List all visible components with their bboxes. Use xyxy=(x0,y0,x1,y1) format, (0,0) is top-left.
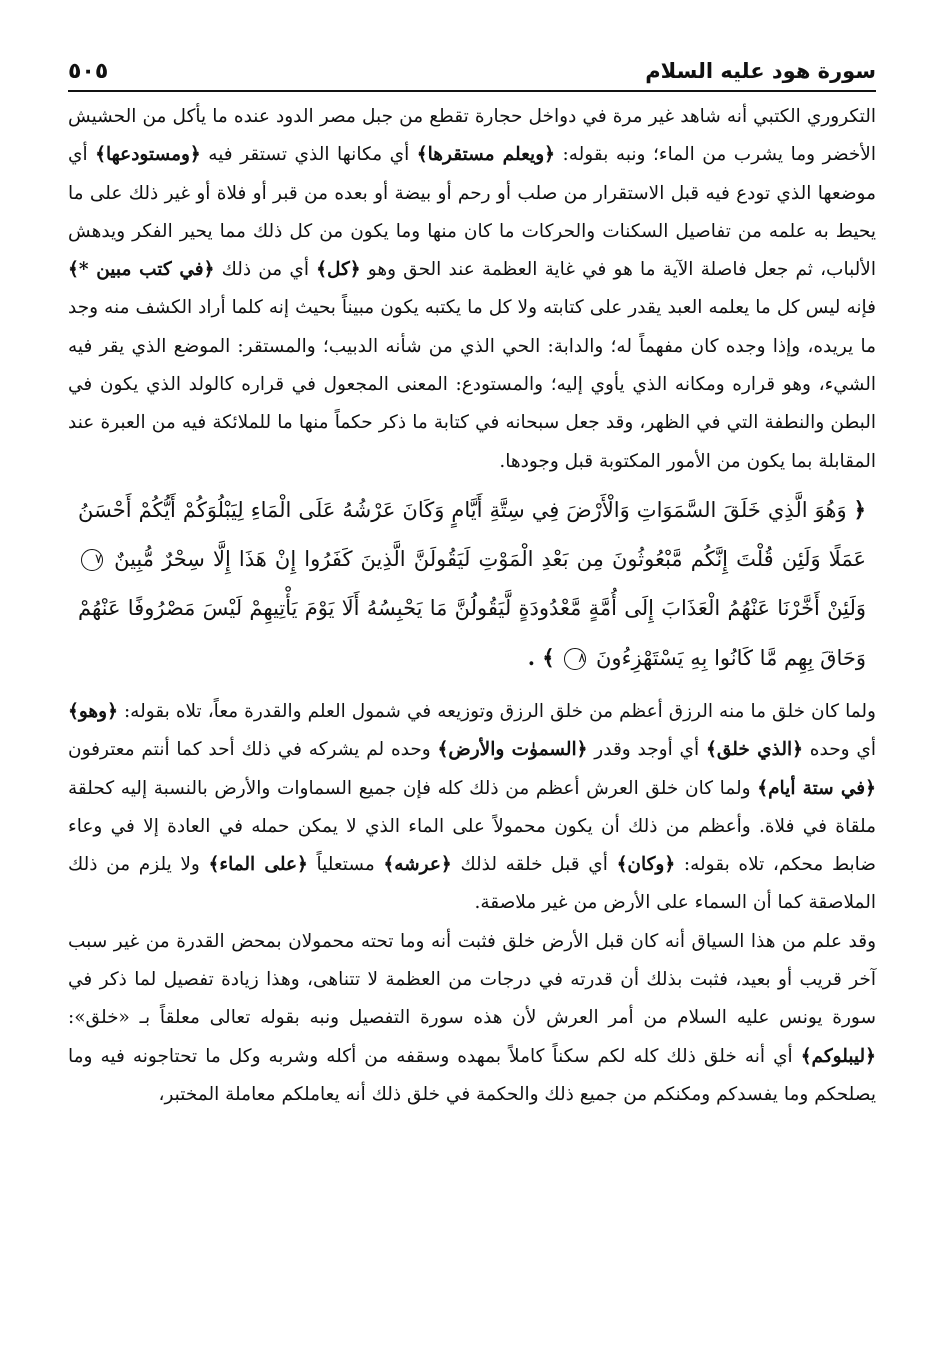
verse-text: وَلَئِنْ أَخَّرْنَا عَنْهُمُ الْعَذَابَ إِلَى أُمَّةٍ مَّعْدُودَةٍ لَّيَقُولُنَّ مَا يَحْبِسُهُ أَلَا يَوْمَ يَأْتِيهِمْ لَيْسَ مَصْرُوفًا عَنْهُمْ وَحَاقَ بِهِم مَّا كَانُوا بِهِ يَسْتَهْزِءُونَ xyxy=(78,595,866,670)
paragraph-1 xyxy=(68,98,876,481)
text-run: أي موضعها الذي تودع فيه قبل الاستقرار من صلب أو رحم أو بيضة أو بعده من قبر أو فلاة أو غير ذلك على ما يحيط به علمه من تفاصيل السكنات والحركات ما كان منها وما يكون من كل ذلك مما يحير الفكر ويدهش الألباب، ثم جعل فاصلة الآية ما هو في غاية العظمة عند الحق وهو xyxy=(68,144,876,281)
verse-number-marker: ٨ xyxy=(564,648,586,670)
quote-run: ﴿في ستة أيام﴾ xyxy=(757,777,876,799)
text-run: ولما كان خلق العرش أعظم من ذلك كله فإن جميع السماوات والأرض بالنسبة إليه كحلقة ملقاة في فلاة. وأعظم من ذلك أن يكون محمولاً على الماء الذي لا يمكن حمله في العادة إلا في وعاء ضابط محكم، تلاه بقوله: xyxy=(68,777,877,876)
text-run: أي مكانها الذي تستقر فيه xyxy=(200,144,417,166)
paragraph-2 xyxy=(68,693,876,923)
quote-run: ﴿عرشه﴾ xyxy=(383,854,452,876)
text-run: أي من ذلك xyxy=(214,259,317,281)
text-run: فإنه ليس كل ما يعلمه العبد يقدر على كتابته ولا كل ما يكتبه يكون مبيناً بحيث إنه كلما أراد الكشف منه وجد ما يريده، وإذا وجده كان مفهماً له؛ والدابة: الحي الذي من شأنه الدبيب؛ والمستقر: الموضع الذي يقر فيه الشيء، وهو قراره ومكانه الذي يأوي إليه؛ والمستودع: المعنى المجعول في قراره كالولد الذي يكون في البطن والنطفة التي في الظهر، وقد جعل سبحانه في كتابة ما ذكر حكماً منها ما للملائكة فيه من العبرة عند المقابلة بما يكون من الأمور المكتوبة قبل وجودها. xyxy=(68,297,876,472)
quote-run: ﴿في كتب مبين *﴾ xyxy=(68,259,215,281)
quote-run: ﴿كل﴾ xyxy=(316,259,361,281)
text-run: أي قبل خلقه لذلك xyxy=(451,854,617,876)
text-run: وحده لم يشركه في ذلك أحد كما أنتم معترفون xyxy=(68,739,438,761)
text-run: أي أنه خلق ذلك كله لكم سكناً كاملاً بمهده وسقفه من أكله وشربه وكل ما تحتاجونه فيه وما يصلحكم وما يفسدكم ومكنكم من جميع ذلك والحكمة في خلق ذلك أنه يعاملكم معاملة المختبر، xyxy=(68,1045,876,1105)
quote-run: ﴿على الماء﴾ xyxy=(208,854,308,876)
page-body xyxy=(68,98,876,1298)
paragraph-3 xyxy=(68,923,876,1114)
quran-close-bracket: ﴾ . xyxy=(527,644,555,670)
verse-number-marker: ٧ xyxy=(81,549,103,571)
page-header xyxy=(68,54,876,88)
text-run: مستعلياً xyxy=(307,854,384,876)
text-run: أي أوجد وقدر xyxy=(587,739,706,761)
text-run: وقد علم من هذا السياق أنه كان قبل الأرض خلق فثبت أنه وما تحته محمولان بمحض القدرة من غير سبب آخر قريب أو بعيد، فثبت بذلك أن قدرته في درجات من العظمة لا تتناهى، وهذا زيادة تفصيل لما ذكر في سورة يونس عليه السلام من أمر العرش لأن هذه سورة التفصيل ونبه بقوله تعالى معلقاً بـ «خلق»: xyxy=(68,930,876,1029)
verse-text: وَهُوَ الَّذِي خَلَقَ السَّمَوَاتِ وَالْأَرْضَ فِي سِتَّةِ أَيَّامٍ وَكَانَ عَرْشُهُ عَلَى الْمَاءِ لِيَبْلُوَكُمْ أَيُّكُمْ أَحْسَنُ عَمَلًا وَلَئِن قُلْتَ إِنَّكُم مَّبْعُوثُونَ مِن بَعْدِ الْمَوْتِ لَيَقُولَنَّ الَّذِينَ كَفَرُوا إِنْ هَذَا إِلَّا سِحْرٌ مُّبِينٌ xyxy=(78,497,866,571)
header-divider xyxy=(68,90,876,92)
text-run: ولا يلزم من ذلك الملاصقة كما أن السماء على الأرض من غير ملاصقة. xyxy=(68,854,876,914)
quote-run: ﴿السموٰت والأرض﴾ xyxy=(437,739,588,761)
quote-run: ﴿وهو﴾ xyxy=(68,700,118,722)
text-run: التكروري الكتبي أنه شاهد غير مرة في دواخل حجارة تقطع من جبل مصر الدود عنده ما يأكل من الحشيش الأخضر وما يشرب من الماء؛ ونبه بقوله: xyxy=(68,106,876,166)
quote-run: ﴿ومستودعها﴾ xyxy=(95,144,201,166)
page-number: ٥٠٥ xyxy=(68,58,109,84)
text-run: ولما كان خلق ما منه الرزق أعظم من خلق الرزق وتوزيعه في شمول العلم والقدرة معاً، تلاه بقوله: xyxy=(117,700,876,722)
quran-open-bracket: ﴿ xyxy=(853,496,866,522)
quran-verses xyxy=(68,485,876,683)
text-run: أي وحده xyxy=(803,739,877,761)
surah-title: سورة هود عليه السلام xyxy=(645,59,876,83)
quote-run: ﴿ليبلوكم﴾ xyxy=(800,1045,876,1067)
quote-run: ﴿الذي خلق﴾ xyxy=(705,739,803,761)
quote-run: ﴿ويعلم مستقرها﴾ xyxy=(416,144,555,166)
quote-run: ﴿وكان﴾ xyxy=(616,854,676,876)
